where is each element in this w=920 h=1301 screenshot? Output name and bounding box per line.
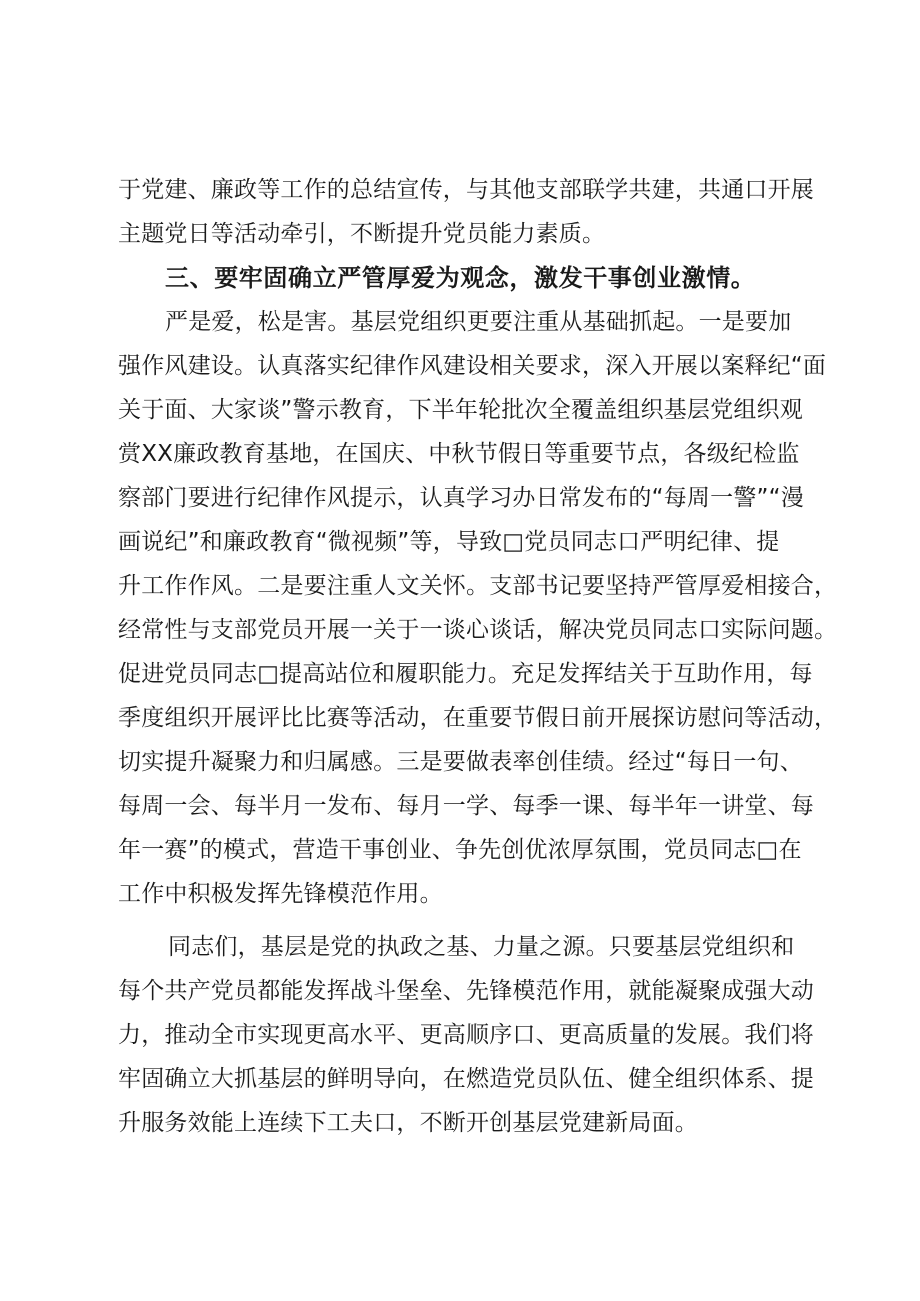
section-paragraph-line-13: 年一赛”的模式，营造干事创业、争先创优浓厚氛围，党员同志□在 [118,837,802,863]
intro-line-1: 于党建、廉政等工作的总结宣传，与其他支部联学共建，共通口开展 [118,177,814,203]
section-paragraph-line-2: 强作风建设。认真落实纪律作风建设相关要求，深入开展以案释纪“面 [118,353,827,379]
section-paragraph-line-4: 赏XX廉政教育基地，在国庆、中秋节假日等重要节点，各级纪检监 [118,441,800,467]
section-paragraph-line-6: 画说纪”和廉政教育“微视频”等，导致□党员同志口严明纪律、提 [118,529,780,555]
section-paragraph-line-3: 关于面、大家谈”警示教育，下半年轮批次全覆盖组织基层党组织观 [118,397,803,423]
section-paragraph-line-9: 促进党员同志□提高站位和履职能力。充足发挥结关于互助作用，每 [118,661,813,687]
section-paragraph-line-1: 严是爱，松是害。基层党组织更要注重从基础抓起。一是要加 [165,309,792,335]
section-paragraph-line-7: 升工作作风。二是要注重人文关怀。支部书记要坚持严管厚爱相接合， [118,573,838,599]
closing-paragraph-line-3: 力，推动全市实现更高水平、更高顺序口、更高质量的发展。我们将 [118,1022,814,1048]
section-paragraph-line-14: 工作中积极发挥先锋模范作用。 [118,881,443,907]
closing-paragraph-line-5: 升服务效能上连续下工夫口，不断开创基层党建新局面。 [118,1110,698,1136]
intro-line-2: 主题党日等活动牵引，不断提升党员能力素质。 [118,221,606,247]
section-paragraph-line-8: 经常性与支部党员开展一关于一谈心谈话，解决党员同志口实际问题。 [118,617,838,643]
section-paragraph-line-5: 察部门要进行纪律作风提示，认真学习办日常发布的“每周一警”“漫 [118,485,804,511]
closing-paragraph-line-2: 每个共产党员都能发挥战斗堡垒、先锋模范作用，就能凝聚成强大动 [118,978,814,1004]
section-paragraph-line-12: 每周一会、每半月一发布、每月一学、每季一课、每半年一讲堂、每 [118,793,814,819]
closing-paragraph-line-1: 同志们，基层是党的执政之基、力量之源。只要基层党组织和 [168,934,795,960]
section-paragraph-line-11: 切实提升凝聚力和归属感。三是要做表率创佳绩。经过“每日一句、 [118,749,803,775]
closing-paragraph-line-4: 牢固确立大抓基层的鲜明导向，在燃造党员队伍、健全组织体系、提 [118,1066,814,1092]
section-paragraph-line-10: 季度组织开展评比比赛等活动，在重要节假日前开展探访慰问等活动， [118,705,838,731]
section-heading: 三、要牢固确立严管厚爱为观念，激发干事创业激情。 [165,264,756,292]
